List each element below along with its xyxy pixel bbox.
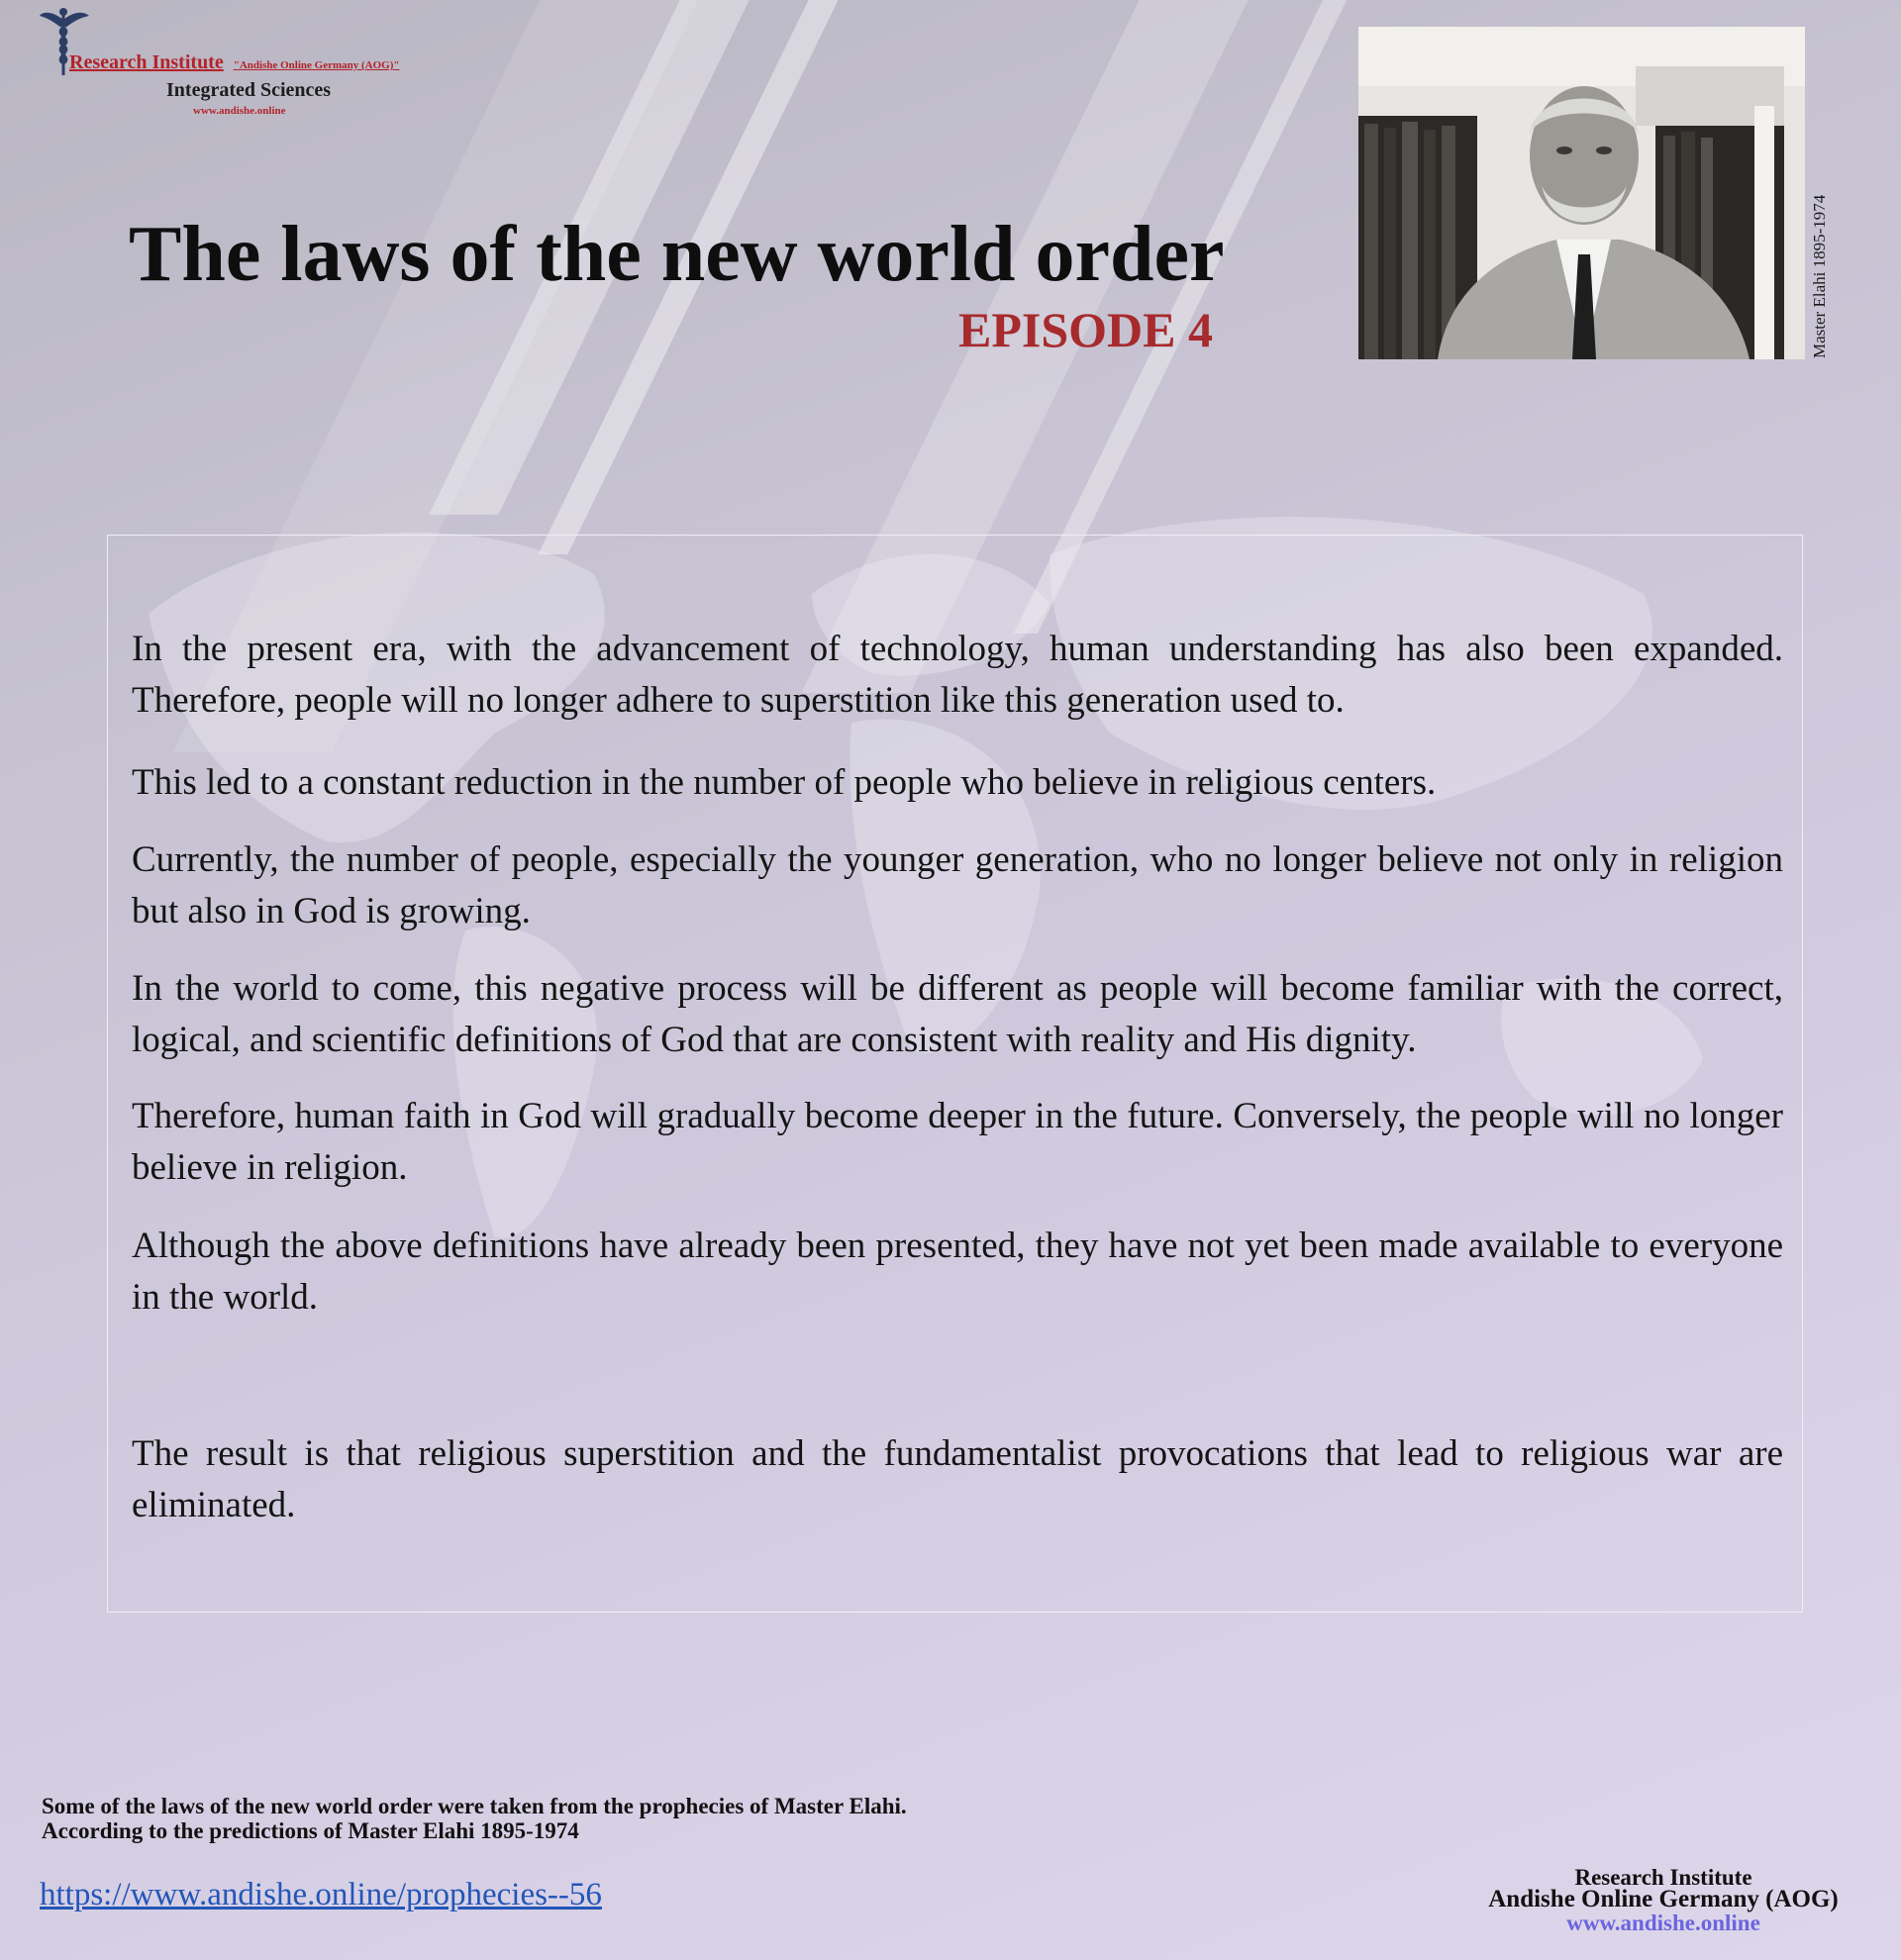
paragraph: In the present era, with the advancement of technology, human understanding has also been expanded. Therefore, people will no longer adhere to superstition like this generation used to. (132, 629, 1783, 721)
portrait-caption: Master Elahi 1895-1974 (1810, 194, 1829, 358)
paragraph: Therefore, human faith in God will gradually become deeper in the future. Conversely, the people will no longer believe in religion. (132, 1096, 1783, 1188)
org-website: www.andishe.online (1566, 1911, 1760, 1935)
paragraph: Although the above definitions have already been presented, they have not yet been made available to everyone in the world. (132, 1225, 1783, 1318)
episode-label: EPISODE 4 (958, 302, 1214, 357)
paragraph: Currently, the number of people, especially the younger generation, who no longer believe not only in religion but also in God is growing. (132, 839, 1783, 931)
paragraph: This led to a constant reduction in the number of people who believe in religious centers. (132, 762, 1437, 803)
paragraph: In the world to come, this negative process will be different as people will become familiar with the correct, logical, and scientific definitions of God that are consistent with reality and His dignity. (132, 968, 1783, 1060)
org-name: Research Institute (1574, 1865, 1752, 1890)
portrait-image (1358, 27, 1805, 359)
footer-note (42, 1794, 907, 1843)
institute-name: Research Institute (69, 51, 224, 73)
institute-subtitle: Integrated Sciences (166, 79, 332, 101)
footer-note-line: According to the predictions of Master Elahi 1895-1974 (42, 1818, 579, 1843)
institute-website: www.andishe.online (193, 105, 286, 117)
prophecies-link[interactable]: https://www.andishe.online/prophecies--56 (40, 1877, 602, 1912)
portrait-photo (1358, 27, 1805, 359)
paragraph: The result is that religious superstition and the fundamentalist provocations that lead to religious war are eliminated. (132, 1433, 1783, 1525)
org-full-name: Andishe Online Germany (AOG) (1488, 1886, 1839, 1912)
page-title: The laws of the new world order (129, 211, 1225, 298)
institute-sub: "Andishe Online Germany (AOG)" (233, 59, 400, 71)
institute-logo (40, 6, 475, 115)
footer-note-line: Some of the laws of the new world order were taken from the prophecies of Master Elahi. (42, 1794, 907, 1818)
